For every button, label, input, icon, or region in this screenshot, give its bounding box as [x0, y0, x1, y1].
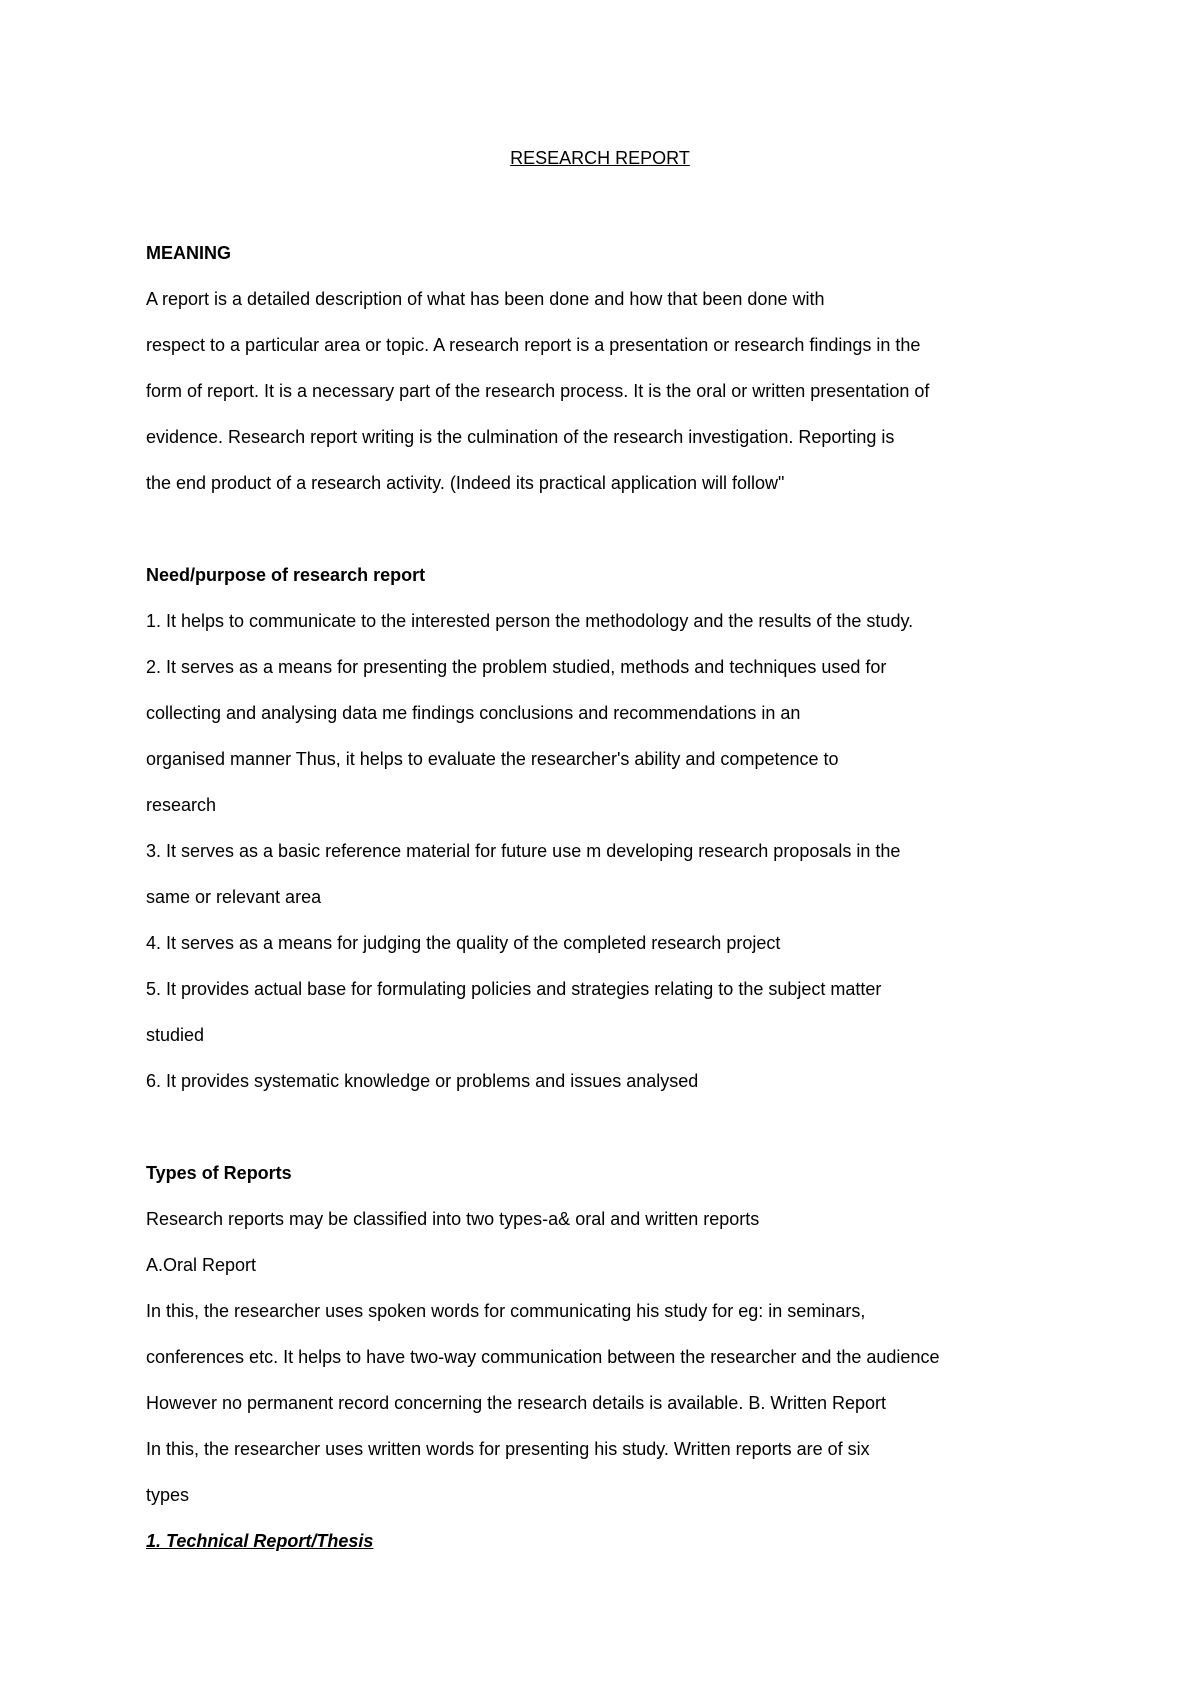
- meaning-line: A report is a detailed description of what has been done and how that been done with: [146, 289, 825, 309]
- types-line: conferences etc. It helps to have two-way communication between the researcher and the audience: [146, 1347, 940, 1367]
- purpose-line: 4. It serves as a means for judging the quality of the completed research project: [146, 933, 781, 953]
- purpose-line: 6. It provides systematic knowledge or problems and issues analysed: [146, 1071, 699, 1091]
- types-line: types: [146, 1485, 190, 1505]
- types-line: Research reports may be classified into two types-a& oral and written reports: [146, 1209, 760, 1229]
- purpose-line: organised manner Thus, it helps to evaluate the researcher's ability and competence to: [146, 749, 839, 769]
- document-title: RESEARCH REPORT: [510, 148, 690, 168]
- meaning-heading: MEANING: [146, 243, 231, 263]
- types-line: In this, the researcher uses spoken words for communicating his study for eg: in seminars,: [146, 1301, 866, 1321]
- purpose-line: 5. It provides actual base for formulating policies and strategies relating to the subject matter: [146, 979, 882, 999]
- purpose-heading: Need/purpose of research report: [146, 565, 426, 585]
- types-line: In this, the researcher uses written words for presenting his study. Written reports are of six: [146, 1439, 870, 1459]
- meaning-line: form of report. It is a necessary part of the research process. It is the oral or written presentation of: [146, 381, 930, 401]
- types-line: A.Oral Report: [146, 1255, 257, 1275]
- purpose-line: same or relevant area: [146, 887, 322, 907]
- meaning-line: evidence. Research report writing is the culmination of the research investigation. Reporting is: [146, 427, 895, 447]
- types-heading: Types of Reports: [146, 1163, 292, 1183]
- meaning-line: the end product of a research activity. (Indeed its practical application will follow": [146, 473, 785, 493]
- purpose-line: 3. It serves as a basic reference material for future use m developing research proposals in the: [146, 841, 901, 861]
- types-line: However no permanent record concerning the research details is available. B. Written Report: [146, 1393, 887, 1413]
- purpose-line: collecting and analysing data me findings conclusions and recommendations in an: [146, 703, 801, 723]
- purpose-line: 2. It serves as a means for presenting the problem studied, methods and techniques used for: [146, 657, 887, 677]
- technical-report-subheading: 1. Technical Report/Thesis: [146, 1531, 374, 1551]
- meaning-line: respect to a particular area or topic. A research report is a presentation or research findings in the: [146, 335, 921, 355]
- purpose-line: research: [146, 795, 217, 815]
- purpose-line: 1. It helps to communicate to the interested person the methodology and the results of the study.: [146, 611, 914, 631]
- purpose-line: studied: [146, 1025, 205, 1045]
